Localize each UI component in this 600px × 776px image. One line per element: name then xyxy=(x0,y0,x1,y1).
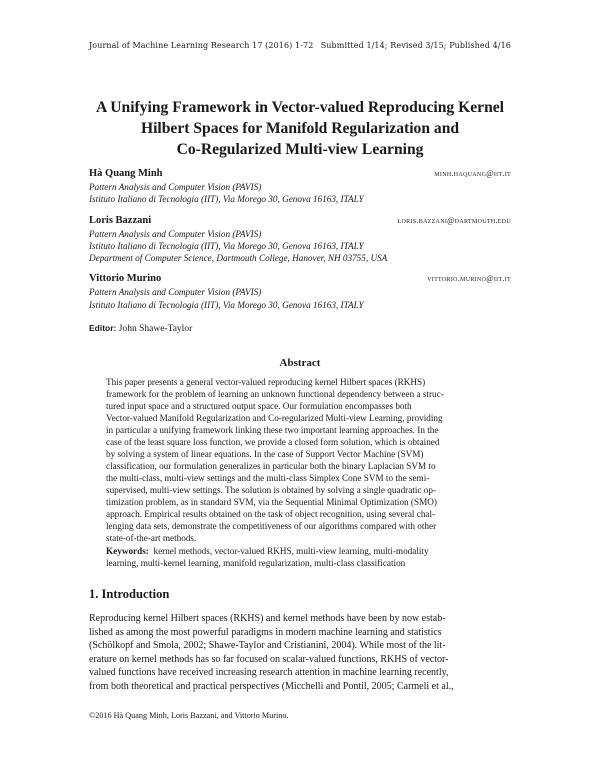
body-line: from both theoretical and practical perspectives (Micchelli and Pontil, 2005; Carmeli et al., xyxy=(89,680,454,692)
keywords-line: learning, multi-kernel learning, manifold regularization, multi-class classification xyxy=(106,558,406,568)
author-email[interactable]: vittorio.murino@iit.it xyxy=(427,274,511,284)
affiliation: Pattern Analysis and Computer Vision (PAVIS) xyxy=(89,182,262,192)
affiliation: Department of Computer Science, Dartmouth College, Hanover, NH 03755, USA xyxy=(89,253,388,264)
keywords-line: kernel methods, vector-valued RKHS, multi-view learning, multi-modality xyxy=(153,546,429,556)
author-name: Loris Bazzani xyxy=(89,214,152,226)
abstract-line: lenging data sets, demonstrate the competitiveness of our algorithms compared with other xyxy=(106,521,437,531)
abstract-line: the multi-class, multi-view settings and the multi-class Simplex Cone SVM to the semi- xyxy=(106,473,430,483)
body-line: erature on kernel methods has so far focused on scalar-valued functions, RKHS of vector- xyxy=(89,653,449,665)
paper-title xyxy=(60,97,540,160)
author-block xyxy=(89,168,511,320)
abstract-line: Vector-valued Manifold Regularization and Co-regularized Multi-view Learning, providing xyxy=(106,413,443,423)
author-bazzani xyxy=(89,215,511,265)
abstract-line: by solving a system of linear equations. In the case of Support Vector Machine (SVM) xyxy=(106,449,424,459)
affiliation: Istituto Italiano di Tecnologia (IIT), Via Morego 30, Genova 16163, ITALY xyxy=(89,299,364,310)
abstract-line: approach. Empirical results obtained on the task of object recognition, using several chal- xyxy=(106,509,436,519)
author-email[interactable]: loris.bazzani@dartmouth.edu xyxy=(397,215,511,225)
title-line: A Unifying Framework in Vector-valued Reproducing Kernel xyxy=(95,99,505,116)
editor-name: John Shawe-Taylor xyxy=(118,324,193,334)
abstract-line: in particular a unifying framework linking these two important learning approaches. In the xyxy=(106,425,439,435)
body-line: valued functions have received increasing research attention in machine learning recently, xyxy=(89,667,449,678)
section-heading: 1. Introduction xyxy=(89,587,170,601)
affiliation: Pattern Analysis and Computer Vision (PAVIS) xyxy=(89,287,262,298)
introduction-body xyxy=(89,612,513,693)
running-head xyxy=(89,41,511,50)
keywords xyxy=(106,545,494,569)
copyright-footer: ©2016 Hà Quang Minh, Loris Bazzani, and Vittorio Murino. xyxy=(89,711,289,720)
abstract-body xyxy=(106,376,494,544)
editor-line xyxy=(89,323,192,334)
title-line: Co-Regularized Multi-view Learning xyxy=(176,141,424,158)
submission-dates: Submitted 1/14; Revised 3/15; Published 4/16 xyxy=(320,41,511,50)
abstract-line: This paper presents a general vector-valued reproducing kernel Hilbert spaces (RKHS) xyxy=(106,377,426,387)
author-name: Hà Quang Minh xyxy=(89,168,163,179)
body-line: lished as among the most powerful paradigms in modern machine learning and statistics xyxy=(89,626,442,638)
body-line: (Schölkopf and Smola, 2002; Shawe-Taylor and Cristianini, 2004). While most of the lit- xyxy=(89,640,446,651)
affiliation: Istituto Italiano di Tecnologia (IIT), Via Morego 30, Genova 16163, ITALY xyxy=(89,240,364,251)
abstract-line: supervised, multi-view settings. The solution is obtained by solving a single quadratic op- xyxy=(106,485,437,495)
abstract-line: framework for the problem of learning an unknown functional dependency between a struc- xyxy=(106,389,444,399)
author-minh xyxy=(89,168,511,206)
author-email[interactable]: minh.haquang@iit.it xyxy=(434,169,511,178)
author-murino xyxy=(89,273,511,311)
keywords-label: Keywords: xyxy=(106,546,149,556)
abstract-line: timization problem, as in standard SVM, via the Sequential Minimal Optimization (SMO) xyxy=(106,497,437,507)
abstract-heading: Abstract xyxy=(279,357,321,369)
body-line: Reproducing kernel Hilbert spaces (RKHS) and kernel methods have been by now estab- xyxy=(89,613,446,624)
affiliation: Pattern Analysis and Computer Vision (PAVIS) xyxy=(89,228,262,239)
abstract-line: state-of-the-art methods. xyxy=(106,533,197,543)
title-line: Hilbert Spaces for Manifold Regularization and xyxy=(140,120,460,137)
affiliation: Istituto Italiano di Tecnologia (IIT), Via Morego 30, Genova 16163, ITALY xyxy=(89,194,364,205)
journal-info: Journal of Machine Learning Research 17 (2016) 1-72 xyxy=(89,41,314,50)
abstract-line: case of the least square loss function, we provide a closed form solution, which is obtained xyxy=(106,437,440,447)
abstract-line: classification, our formulation generalizes in particular both the binary Laplacian SVM to xyxy=(106,461,436,471)
abstract-line: tured input space and a structured output space. Our formulation encompasses both xyxy=(106,401,412,411)
author-name: Vittorio Murino xyxy=(89,273,162,285)
editor-label: Editor: xyxy=(89,323,117,333)
